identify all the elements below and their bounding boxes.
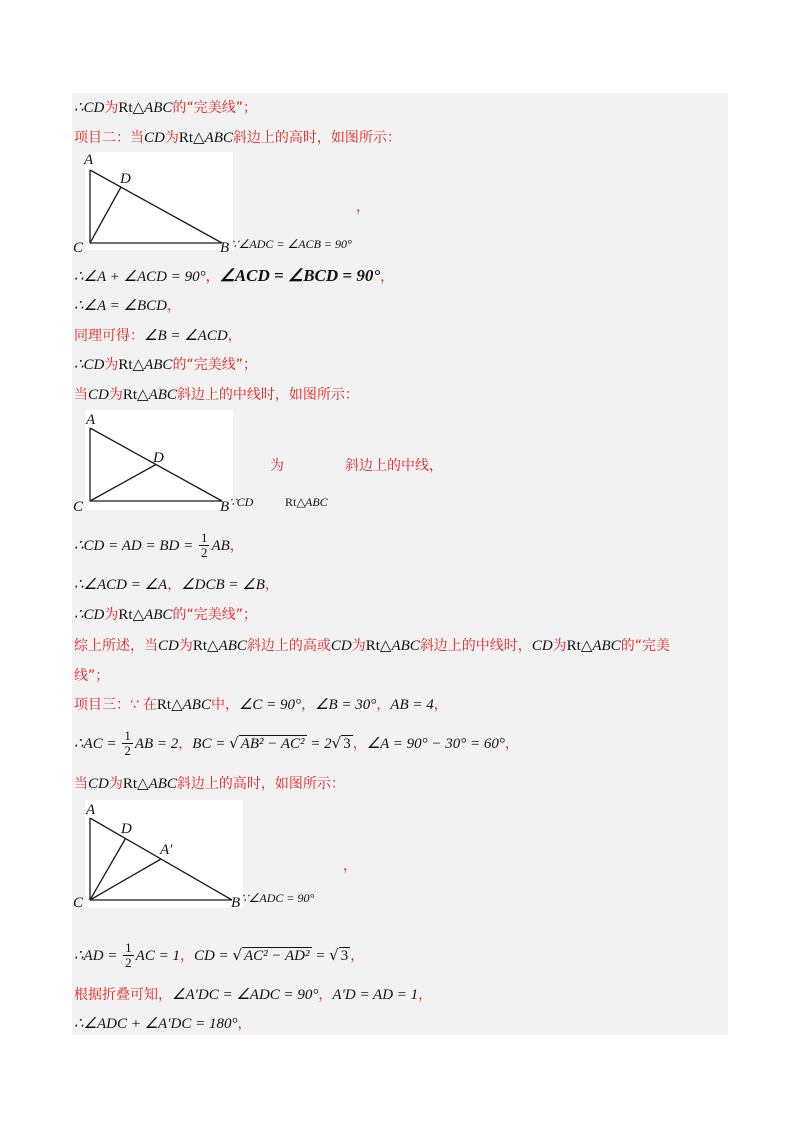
red-text: 斜边上的高时，如图所示： — [232, 130, 401, 146]
figure-median — [73, 410, 233, 515]
math-expr: Rt△ — [566, 638, 593, 654]
red-text: 为 — [164, 130, 179, 146]
figure-3-note: ∵∠ADC = 90° — [241, 891, 315, 905]
red-text: ， — [229, 538, 244, 554]
red-text: 线”； — [74, 668, 110, 684]
math-expr: AB = 4 — [390, 697, 434, 713]
math-expr: ABC — [305, 495, 328, 509]
math-expr: A′D = AD = 1 — [332, 987, 419, 1003]
point-a-prime-label: A′ — [160, 842, 173, 858]
similar-reasoning-line — [74, 325, 242, 345]
sqrt-radicand: AB² − AC² — [240, 736, 305, 752]
square-root — [329, 946, 350, 965]
math-expr: ∠A = 90° − 30° = 60° — [366, 736, 505, 752]
math-expr: ABC — [592, 638, 621, 654]
red-text: 的“完美 — [620, 638, 670, 654]
radical-sign: √ — [229, 734, 239, 752]
point-b-label: B — [231, 895, 241, 911]
math-expr: AB = 2 — [134, 736, 179, 752]
angle-equality-line — [74, 295, 181, 315]
math-expr: CD — [88, 776, 109, 792]
red-text: ， — [433, 697, 448, 713]
math-expr: ABC — [391, 638, 420, 654]
math-expr: ∴∠A = ∠BCD — [74, 298, 167, 314]
figure-altitude — [73, 152, 233, 256]
math-expr: Rt△ — [178, 130, 205, 146]
point-d-label: D — [153, 450, 164, 466]
red-text: 斜边上的高或 — [246, 638, 331, 654]
stray-comma: ， — [343, 858, 357, 874]
because-symbol: ∵ — [130, 697, 139, 713]
math-expr: Rt△ — [118, 607, 145, 623]
point-c-label: C — [73, 895, 84, 911]
figure-1-note: ∵∠ADC = ∠ACB = 90° — [231, 237, 352, 251]
red-text: 项目三： — [74, 697, 130, 713]
point-c-label: C — [73, 499, 84, 515]
math-expr: Rt△ — [118, 100, 145, 116]
math-expr: ∴∠A + ∠ACD = 90° — [74, 269, 206, 285]
red-text: 为 — [104, 100, 119, 116]
math-expr: Rt△ — [192, 638, 219, 654]
math-expr: Rt△ — [285, 495, 306, 509]
square-root — [229, 734, 306, 753]
red-text: 斜边上的中线时，如图所示： — [176, 387, 359, 403]
fraction-denominator: 2 — [125, 955, 132, 970]
math-expr: AB — [211, 538, 230, 554]
case-altitude-heading — [74, 127, 401, 147]
red-text: 的“完美线”； — [172, 100, 257, 116]
red-text: 斜边上的中线时， — [419, 638, 532, 654]
math-expr: ∴CD — [74, 100, 105, 116]
side-lengths-line — [74, 727, 519, 759]
red-text: 的“完美线”； — [172, 357, 257, 373]
math-expr: ∴AC = — [74, 736, 121, 752]
math-expr: Rt△ — [122, 776, 149, 792]
red-text: ， — [380, 269, 395, 285]
red-text: 为 — [108, 387, 123, 403]
fraction-numerator: 1 — [200, 530, 208, 545]
red-text: 综上所述，当 — [74, 638, 158, 654]
fraction-numerator: 1 — [124, 728, 131, 743]
red-text: 根据折叠可知， — [74, 987, 172, 1003]
figure-folding — [73, 800, 243, 911]
math-expr: ∠A′DC = ∠ADC = 90° — [172, 987, 319, 1003]
red-text: ， — [205, 269, 220, 285]
project-three-given-line — [74, 694, 448, 714]
red-text: 为 — [351, 638, 366, 654]
red-text: ， — [167, 577, 182, 593]
red-text: ， — [504, 736, 519, 752]
straight-angle-line — [74, 1013, 251, 1033]
red-text: ， — [352, 736, 367, 752]
math-expr: ∠ACD = ∠BCD = 90° — [219, 266, 381, 285]
isosceles-angle-line — [74, 574, 279, 594]
point-b-label: B — [220, 499, 230, 515]
math-expr: CD — [144, 130, 165, 146]
red-text: ， — [178, 736, 193, 752]
math-expr: ABC — [144, 357, 173, 373]
red-text: 当 — [74, 387, 88, 403]
math-expr: ∠C = 90° — [238, 697, 302, 713]
fraction-numerator: 1 — [125, 940, 132, 955]
red-text: 为 — [270, 458, 284, 474]
math-expr: CD — [330, 638, 352, 654]
red-text: ， — [376, 697, 391, 713]
radical-sign: √ — [232, 946, 242, 964]
math-expr: Rt△ — [365, 638, 392, 654]
angle-sum-line — [74, 266, 394, 286]
red-text: ， — [318, 987, 333, 1003]
math-expr: ∠B = ∠ACD — [144, 328, 228, 344]
math-expr: Rt△ — [122, 387, 149, 403]
red-text: ， — [179, 948, 194, 964]
case-median-heading — [74, 384, 359, 404]
red-text: ， — [264, 577, 279, 593]
conclusion-line — [74, 354, 257, 374]
red-text: 为 — [104, 357, 119, 373]
math-expr: ∴CD = AD = BD = — [74, 538, 197, 554]
math-expr: AC = 1 — [135, 948, 180, 964]
red-text: ， — [350, 948, 365, 964]
math-expr: ∴∠ACD = ∠A — [74, 577, 168, 593]
math-expr: ABC — [182, 697, 211, 713]
fraction — [122, 729, 133, 758]
math-expr: Rt△ — [118, 357, 145, 373]
math-expr: ∴CD — [74, 357, 105, 373]
fraction — [199, 531, 210, 560]
math-expr: Rt△ — [156, 697, 183, 713]
red-text: 为 — [552, 638, 567, 654]
red-text: ， — [166, 298, 181, 314]
math-expr: ABC — [144, 607, 173, 623]
red-text: ， — [418, 987, 433, 1003]
sqrt-radicand: AC² − AD² — [244, 948, 310, 964]
red-text: 在 — [142, 697, 157, 713]
math-expr: ∴CD — [74, 607, 105, 623]
case-altitude-heading — [74, 773, 345, 793]
math-expr: ABC — [148, 387, 177, 403]
point-d-label: D — [120, 171, 131, 187]
math-expr: ∠B = 30° — [315, 697, 377, 713]
median-length-line — [74, 529, 244, 561]
red-text: 同理可得： — [74, 328, 144, 344]
red-text: 为 — [108, 776, 123, 792]
radical-sign: √ — [331, 734, 342, 752]
figure-background — [85, 152, 233, 250]
red-text: 斜边上的中线， — [345, 458, 443, 474]
point-c-label: C — [73, 240, 84, 256]
summary-line — [74, 635, 670, 655]
stray-comma: ， — [356, 199, 370, 215]
math-expr: CD — [158, 638, 179, 654]
red-text: ， — [227, 328, 242, 344]
square-root — [232, 946, 311, 965]
math-expr: ABC — [144, 100, 173, 116]
folding-line — [74, 984, 432, 1004]
math-expr: ∴∠ADC + ∠A′DC = 180° — [74, 1016, 238, 1032]
red-text: 为 — [104, 607, 119, 623]
math-expr: ABC — [204, 130, 233, 146]
sqrt-radicand: 3 — [343, 736, 351, 752]
square-root — [332, 734, 353, 753]
math-expr: BC = — [192, 736, 230, 752]
math-expr: ∠DCB = ∠B — [181, 577, 265, 593]
conclusion-line — [74, 97, 257, 117]
sqrt-radicand: 3 — [340, 948, 349, 964]
red-text: ， — [301, 697, 316, 713]
math-expr: = 2 — [306, 736, 332, 752]
fraction-denominator: 2 — [124, 743, 131, 758]
red-text: 为 — [178, 638, 193, 654]
fraction-denominator: 2 — [200, 545, 208, 560]
figure-2-note: ∵CD — [229, 495, 254, 509]
math-expr: CD — [88, 387, 109, 403]
point-b-label: B — [220, 240, 230, 256]
math-expr: ABC — [148, 776, 177, 792]
math-expr: ∴AD = — [74, 948, 122, 964]
math-expr: CD — [531, 638, 553, 654]
radical-sign: √ — [329, 946, 339, 964]
math-expr: CD = — [193, 948, 233, 964]
point-d-label: D — [121, 821, 132, 837]
fraction — [123, 941, 134, 970]
red-text: ， — [237, 1016, 252, 1032]
red-text: 的“完美线”； — [172, 607, 257, 623]
red-text: 项目二：当 — [74, 130, 144, 146]
conclusion-line — [74, 604, 257, 624]
point-a-label: A — [86, 802, 96, 818]
red-text: 斜边上的高时，如图所示： — [176, 776, 345, 792]
point-a-label: A — [84, 152, 94, 168]
altitude-length-line — [74, 939, 364, 971]
math-expr: ABC — [218, 638, 247, 654]
red-text: 当 — [74, 776, 88, 792]
summary-line-continued — [74, 665, 109, 685]
red-text: 中， — [210, 697, 239, 713]
math-expr: = — [311, 948, 330, 964]
point-a-label: A — [86, 412, 96, 428]
